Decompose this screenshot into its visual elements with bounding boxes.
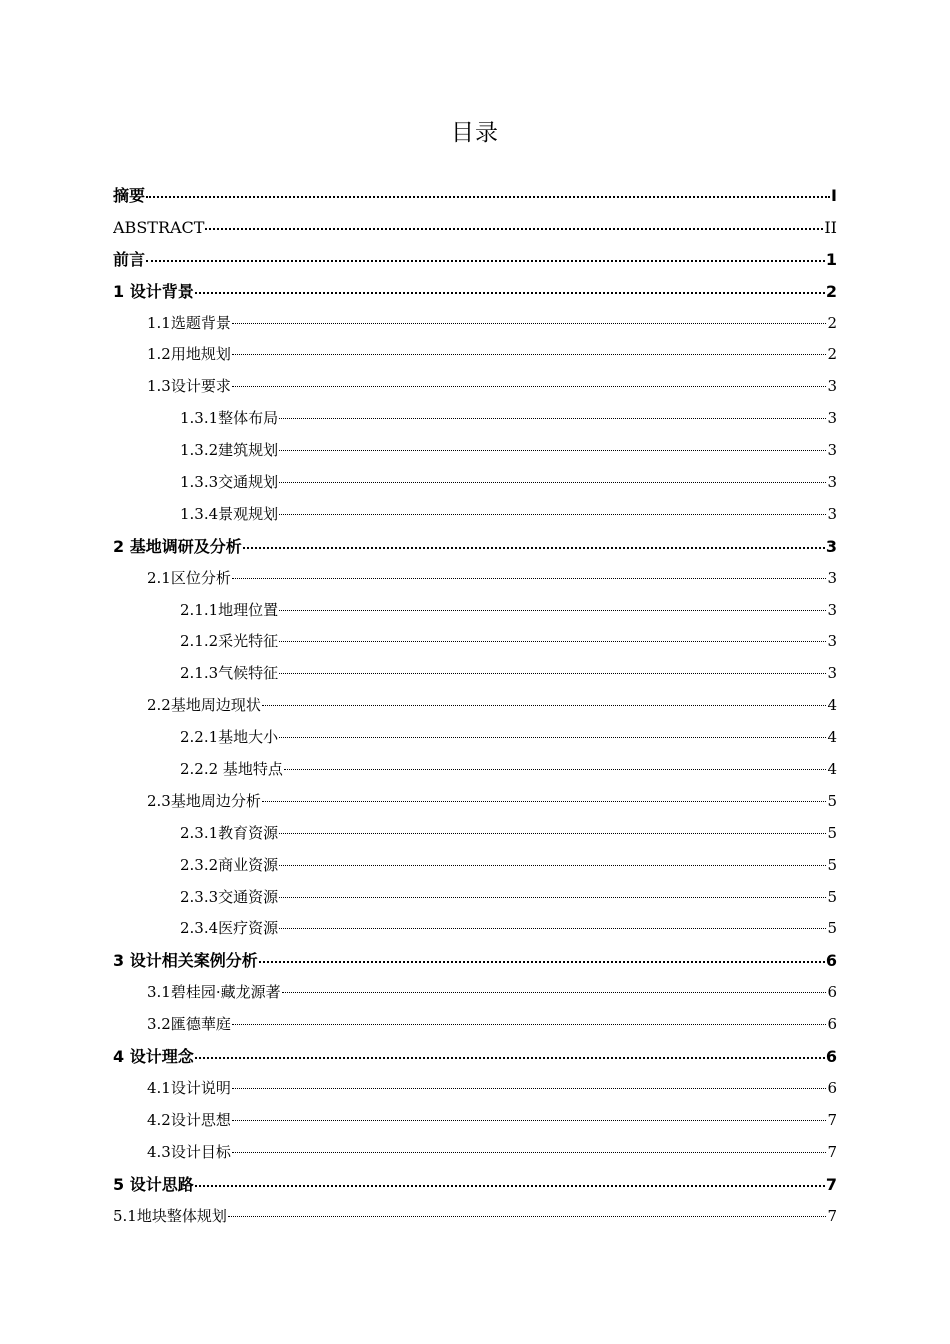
dot-leader [232, 1088, 827, 1089]
toc-entry-page: 5 [827, 887, 837, 906]
toc-entry-page: 2 [827, 313, 837, 332]
dot-leader [232, 354, 827, 355]
toc-entry-label: 2.3.1教育资源 [180, 823, 279, 842]
toc-entry[interactable] [113, 626, 837, 658]
dot-leader [195, 1057, 825, 1059]
toc-entry-label: 2.2.1基地大小 [180, 728, 279, 747]
toc-entry[interactable] [113, 371, 837, 403]
toc-entry-page: II [824, 217, 837, 237]
dot-leader [205, 228, 823, 230]
dot-leader [279, 450, 826, 451]
toc-entry-page: 3 [827, 632, 837, 651]
toc-entry-label: 2.1.3气候特征 [180, 664, 279, 683]
dot-leader [146, 260, 825, 262]
toc-entry-label: 1.3.4景观规划 [180, 504, 279, 523]
toc-entry[interactable] [113, 1137, 837, 1169]
toc-entry-label: 4.3设计目标 [147, 1142, 231, 1161]
dot-leader [243, 547, 825, 549]
toc-entry-page: 2 [825, 281, 837, 301]
toc-entry[interactable] [113, 1073, 837, 1105]
toc-entry-page: 5 [827, 855, 837, 874]
toc-entry-label: 2.2基地周边现状 [147, 696, 261, 715]
dot-leader [279, 928, 826, 929]
toc-entry-label: 4.2设计思想 [147, 1110, 231, 1129]
toc-entry-label: 摘要 [113, 186, 146, 205]
dot-leader [284, 769, 827, 770]
dot-leader [195, 1185, 825, 1187]
toc-entry-page: 6 [827, 1015, 837, 1034]
toc-entry-page: 4 [827, 728, 837, 747]
table-of-contents [113, 180, 837, 1232]
toc-entry[interactable] [113, 658, 837, 690]
toc-entry[interactable] [113, 563, 837, 595]
toc-entry-label: 5 设计思路 [113, 1174, 194, 1194]
dot-leader [232, 1152, 827, 1153]
toc-entry[interactable] [113, 1169, 837, 1201]
toc-entry[interactable] [113, 212, 837, 244]
toc-entry-page: 3 [827, 504, 837, 523]
dot-leader [232, 578, 827, 579]
toc-entry[interactable] [113, 690, 837, 722]
toc-entry-page: 3 [827, 600, 837, 619]
toc-entry-page: 3 [827, 409, 837, 428]
toc-entry-label: 1.1选题背景 [147, 313, 231, 332]
toc-entry[interactable] [113, 531, 837, 563]
dot-leader [228, 1216, 827, 1217]
toc-entry-label: ABSTRACT [113, 217, 205, 237]
dot-leader [279, 897, 826, 898]
toc-entry-label: 1.3.2建筑规划 [180, 441, 279, 460]
toc-entry[interactable] [113, 913, 837, 945]
toc-entry[interactable] [113, 403, 837, 435]
dot-leader [259, 961, 825, 963]
dot-leader [279, 418, 826, 419]
toc-entry[interactable] [113, 818, 837, 850]
toc-entry-page: 4 [827, 760, 837, 779]
toc-entry[interactable] [113, 786, 837, 818]
toc-entry-page: 7 [827, 1142, 837, 1161]
dot-leader [262, 801, 827, 802]
toc-entry-page: 6 [825, 1047, 837, 1067]
toc-entry[interactable] [113, 882, 837, 914]
toc-entry-label: 1.3.1整体布局 [180, 409, 279, 428]
toc-entry[interactable] [113, 499, 837, 531]
dot-leader [279, 610, 826, 611]
toc-entry[interactable] [113, 595, 837, 627]
toc-entry[interactable] [113, 308, 837, 340]
toc-entry-label: 2.3.4医疗资源 [180, 919, 279, 938]
toc-entry-page: 5 [827, 919, 837, 938]
toc-entry-page: 3 [827, 441, 837, 460]
toc-entry-page: 5 [827, 791, 837, 810]
toc-entry[interactable] [113, 1041, 837, 1073]
toc-entry-label: 2.1.2采光特征 [180, 632, 279, 651]
toc-entry-label: 1.3.3交通规划 [180, 473, 279, 492]
dot-leader [232, 1120, 827, 1121]
toc-entry-label: 2.2.2 基地特点 [180, 760, 283, 779]
toc-entry[interactable] [113, 977, 837, 1009]
toc-entry-label: 前言 [113, 249, 146, 269]
toc-entry[interactable] [113, 467, 837, 499]
toc-entry[interactable] [113, 1009, 837, 1041]
toc-entry[interactable] [113, 754, 837, 786]
dot-leader [146, 196, 830, 198]
dot-leader [262, 705, 827, 706]
toc-entry-page: 2 [827, 345, 837, 364]
toc-entry-label: 2.3.2商业资源 [180, 855, 279, 874]
toc-entry-page: 6 [827, 983, 837, 1002]
dot-leader [279, 482, 826, 483]
toc-entry-page: 4 [827, 696, 837, 715]
toc-entry[interactable] [113, 435, 837, 467]
toc-entry[interactable] [113, 244, 837, 276]
toc-entry-page: 3 [827, 664, 837, 683]
toc-entry[interactable] [113, 850, 837, 882]
dot-leader [279, 865, 826, 866]
toc-entry-label: 2.3基地周边分析 [147, 791, 261, 810]
toc-entry-page: 3 [825, 536, 837, 556]
toc-entry[interactable] [113, 945, 837, 977]
toc-entry-label: 2 基地调研及分析 [113, 536, 242, 556]
toc-entry-label: 1.2用地规划 [147, 345, 231, 364]
toc-entry-page: 3 [827, 473, 837, 492]
dot-leader [232, 386, 827, 387]
toc-entry-label: 2.1区位分析 [147, 568, 231, 587]
toc-entry-label: 3 设计相关案例分析 [113, 951, 258, 971]
toc-entry[interactable] [113, 722, 837, 754]
page-title: 目录 [451, 120, 499, 146]
toc-entry-page: 6 [827, 1078, 837, 1097]
toc-entry-label: 3.2匯德華庭 [147, 1015, 231, 1034]
toc-entry-page: 3 [827, 568, 837, 587]
toc-entry-label: 2.3.3交通资源 [180, 887, 279, 906]
toc-entry-label: 5.1地块整体规划 [113, 1206, 227, 1225]
dot-leader [232, 1024, 827, 1025]
toc-entry-page: 3 [827, 377, 837, 396]
toc-entry-label: 1 设计背景 [113, 281, 194, 301]
toc-entry[interactable] [113, 1201, 837, 1233]
toc-entry[interactable] [113, 180, 837, 212]
toc-entry-page: 6 [825, 951, 837, 971]
toc-entry[interactable] [113, 1105, 837, 1137]
toc-entry-label: 4.1设计说明 [147, 1078, 231, 1097]
toc-entry[interactable] [113, 339, 837, 371]
toc-entry-label: 4 设计理念 [113, 1047, 194, 1067]
dot-leader [282, 992, 827, 993]
toc-entry-page: 1 [825, 249, 837, 269]
toc-entry-label: 1.3设计要求 [147, 377, 231, 396]
dot-leader [232, 323, 827, 324]
toc-entry-page: 7 [825, 1174, 837, 1194]
toc-entry-page: I [831, 186, 837, 205]
toc-entry[interactable] [113, 276, 837, 308]
dot-leader [279, 673, 826, 674]
dot-leader [279, 833, 826, 834]
toc-entry-label: 3.1碧桂园·藏龙源著 [147, 983, 281, 1002]
dot-leader [279, 737, 826, 738]
toc-entry-page: 7 [827, 1110, 837, 1129]
dot-leader [195, 292, 825, 294]
toc-entry-page: 5 [827, 823, 837, 842]
toc-entry-label: 2.1.1地理位置 [180, 600, 279, 619]
dot-leader [279, 641, 826, 642]
toc-entry-page: 7 [827, 1206, 837, 1225]
dot-leader [279, 514, 826, 515]
